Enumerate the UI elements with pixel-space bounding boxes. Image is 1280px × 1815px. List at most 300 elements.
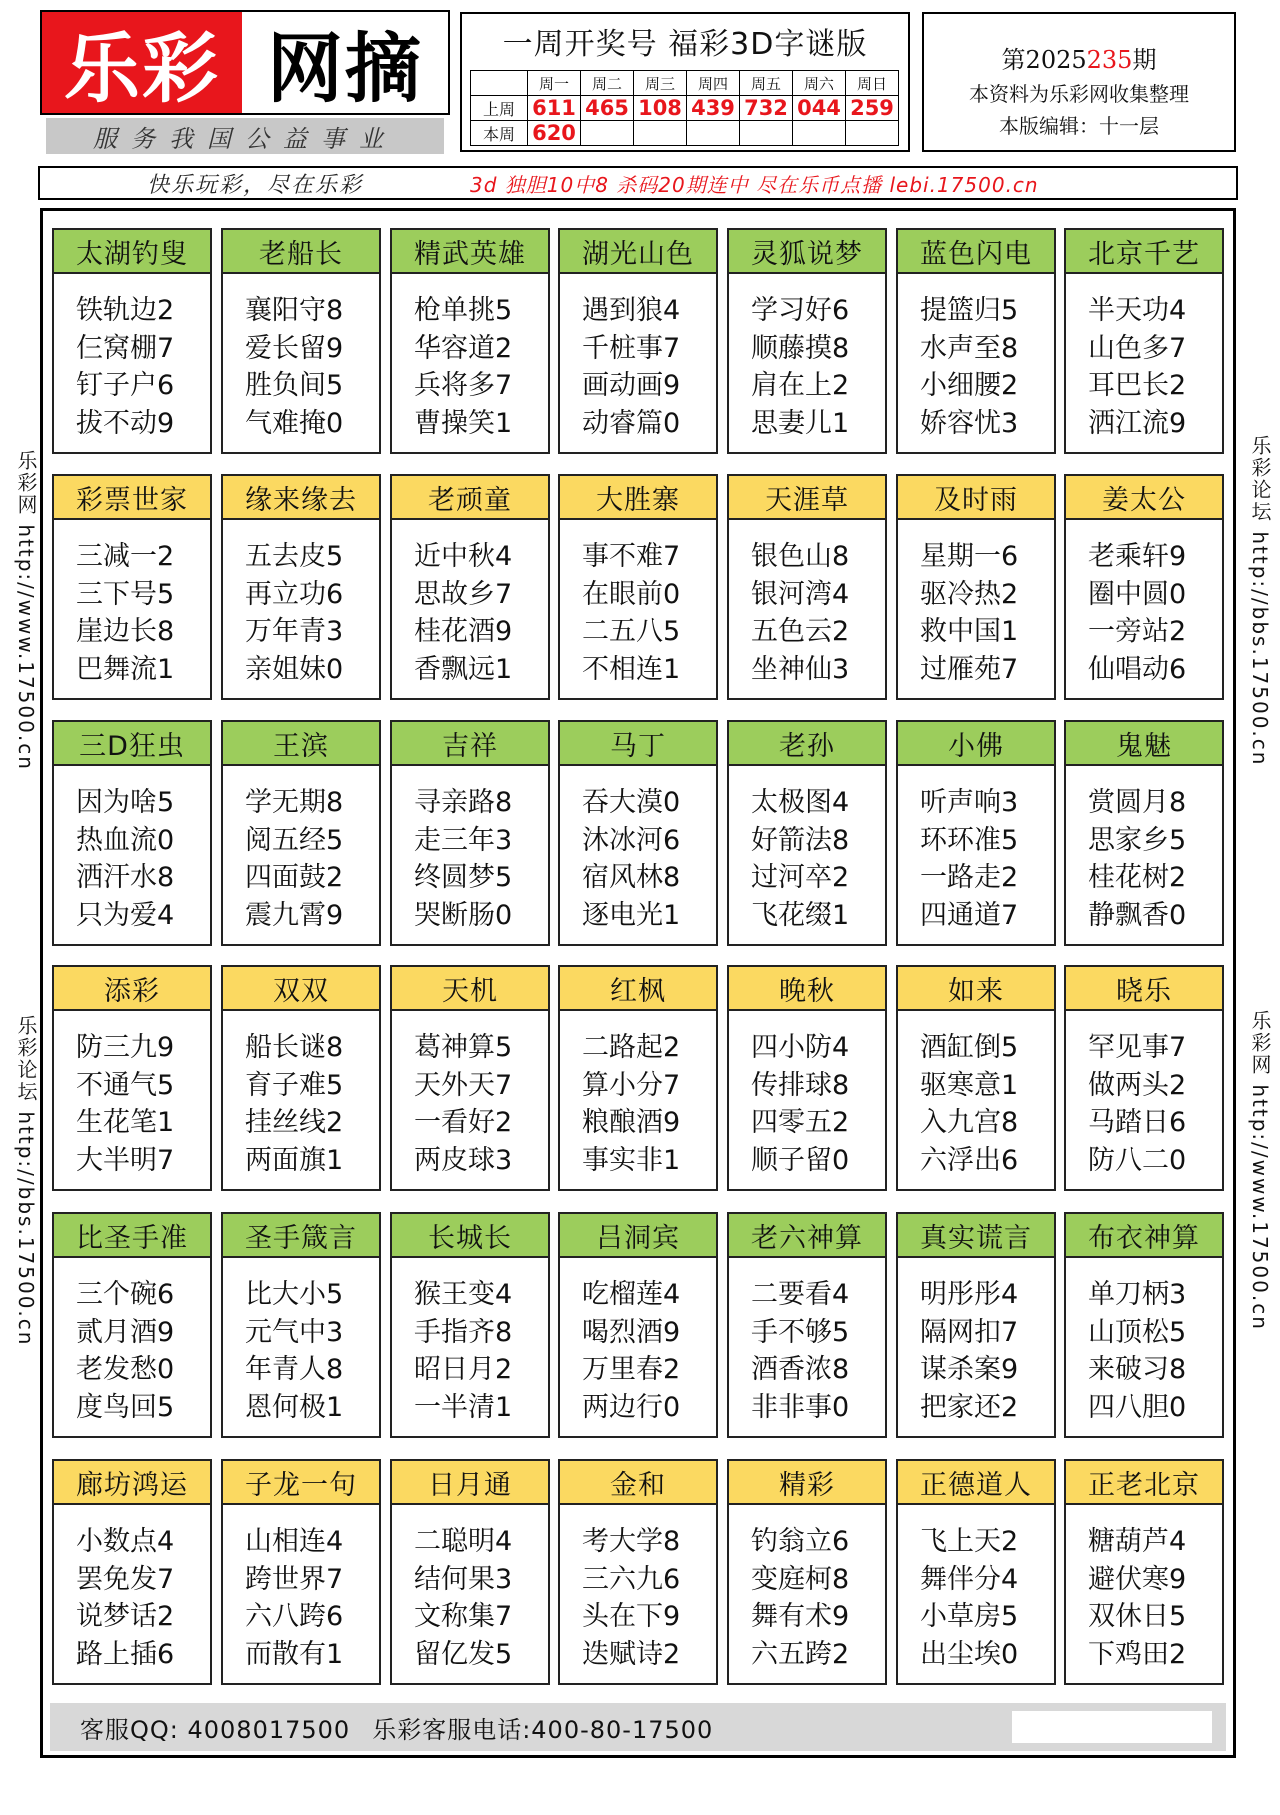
riddle-line: 比大小5 <box>245 1279 344 1310</box>
riddle-card <box>52 1459 212 1685</box>
riddle-card-author: 姜太公 <box>1066 476 1222 520</box>
riddle-line: 算小分7 <box>582 1069 681 1101</box>
this-week-number <box>581 121 634 146</box>
riddle-line: 跨世界7 <box>245 1563 344 1595</box>
riddle-line: 文称集7 <box>414 1601 513 1632</box>
riddle-line: 洒江流9 <box>1088 407 1187 439</box>
riddle-lines <box>223 1505 379 1673</box>
riddle-lines <box>392 1505 548 1673</box>
riddle-card-author: 大胜寨 <box>560 476 716 520</box>
last-week-number: 044 <box>793 96 846 121</box>
riddle-line: 谋杀案9 <box>920 1354 1019 1385</box>
riddle-line: 仙唱动6 <box>1088 653 1187 685</box>
riddle-line: 驱冷热2 <box>920 578 1019 610</box>
riddle-card-author: 鬼魅 <box>1066 722 1222 766</box>
riddle-lines <box>54 766 210 934</box>
riddle-line: 酒香浓8 <box>751 1354 850 1385</box>
riddle-line: 小细腰2 <box>920 370 1019 401</box>
riddle-card <box>390 228 550 454</box>
riddle-line: 听声响3 <box>920 787 1019 818</box>
riddle-line: 六五跨2 <box>751 1638 850 1670</box>
riddle-line: 耳巴长2 <box>1088 370 1187 401</box>
riddle-card <box>221 228 381 454</box>
riddle-line: 崖边长8 <box>76 616 175 647</box>
riddle-line: 山色多7 <box>1088 332 1187 364</box>
riddle-lines <box>54 520 210 688</box>
riddle-card <box>390 965 550 1191</box>
riddle-line: 二要看4 <box>751 1279 850 1310</box>
riddle-line: 思家乡5 <box>1088 824 1187 856</box>
riddle-lines <box>898 1505 1054 1673</box>
riddle-card <box>52 474 212 700</box>
riddle-line: 四零五2 <box>751 1107 850 1138</box>
riddle-card-author: 及时雨 <box>898 476 1054 520</box>
riddle-card-author: 吕洞宾 <box>560 1214 716 1258</box>
riddle-line: 六八跨6 <box>245 1601 344 1632</box>
riddle-lines <box>898 1011 1054 1179</box>
riddle-line: 小草房5 <box>920 1601 1019 1632</box>
riddle-line: 天外天7 <box>414 1069 513 1101</box>
riddle-card <box>1064 965 1224 1191</box>
issue-source: 本资料为乐彩网收集整理 <box>969 82 1189 106</box>
riddle-line: 钉子户6 <box>76 370 175 401</box>
riddle-line: 赏圆月8 <box>1088 787 1187 818</box>
riddle-card-author: 马丁 <box>560 722 716 766</box>
riddle-line: 只为爱4 <box>76 899 175 931</box>
logo-text-red: 乐彩 <box>42 12 242 113</box>
riddle-line: 喝烈酒9 <box>582 1316 681 1348</box>
riddle-line: 过雁苑7 <box>920 653 1019 685</box>
riddle-card-author: 金和 <box>560 1461 716 1505</box>
riddle-line: 事实非1 <box>582 1144 681 1176</box>
riddle-lines <box>729 274 885 442</box>
riddle-line: 下鸡田2 <box>1088 1638 1187 1670</box>
riddle-lines <box>54 274 210 442</box>
riddle-line: 老发愁0 <box>76 1354 175 1385</box>
riddle-line: 好箭法8 <box>751 824 850 856</box>
riddle-line: 舞有术9 <box>751 1601 850 1632</box>
riddle-card-author: 正德道人 <box>898 1461 1054 1505</box>
riddle-line: 元气中3 <box>245 1316 344 1348</box>
riddle-line: 舞伴分4 <box>920 1563 1019 1595</box>
riddle-line: 静飘香0 <box>1088 899 1187 931</box>
riddle-line: 路上插6 <box>76 1638 175 1670</box>
riddle-lines <box>560 1258 716 1426</box>
riddle-line: 星期一6 <box>920 541 1019 572</box>
riddle-line: 五色云2 <box>751 616 850 647</box>
banner-promo-link[interactable]: 3d 独胆10中8 杀码20期连中 尽在乐币点播 lebi.17500.cn <box>470 172 1039 197</box>
riddle-line: 三下号5 <box>76 578 175 610</box>
riddle-line: 猴王变4 <box>414 1279 513 1310</box>
riddle-card <box>896 1212 1056 1438</box>
day-header: 周五 <box>740 71 793 96</box>
riddle-card-author: 晓乐 <box>1066 967 1222 1011</box>
riddle-card-author: 晚秋 <box>729 967 885 1011</box>
riddle-line: 留亿发5 <box>414 1638 513 1670</box>
riddle-lines <box>898 520 1054 688</box>
riddle-line: 而散有1 <box>245 1638 344 1670</box>
riddle-line: 近中秋4 <box>414 541 513 572</box>
riddle-line: 香飘远1 <box>414 653 513 685</box>
riddle-line: 提篮归5 <box>920 295 1019 326</box>
riddle-card <box>221 965 381 1191</box>
banner-slogan: 快乐玩彩，尽在乐彩 <box>146 172 363 198</box>
riddle-line: 年青人8 <box>245 1354 344 1385</box>
riddle-line: 贰月酒9 <box>76 1316 175 1348</box>
this-week-label: 本周 <box>471 121 528 146</box>
riddle-line: 两面旗1 <box>245 1144 344 1176</box>
riddle-card-author: 精武英雄 <box>392 230 548 274</box>
riddle-line: 哭断肠0 <box>414 899 513 931</box>
riddle-lines <box>223 274 379 442</box>
riddle-line: 传排球8 <box>751 1069 850 1101</box>
riddle-card <box>221 1212 381 1438</box>
riddle-line: 非非事0 <box>751 1391 850 1423</box>
riddle-card <box>52 720 212 946</box>
riddle-lines <box>729 766 885 934</box>
day-header: 周二 <box>581 71 634 96</box>
riddle-line: 双休日5 <box>1088 1601 1187 1632</box>
riddle-card <box>52 1212 212 1438</box>
riddle-line: 学习好6 <box>751 295 850 326</box>
riddle-line: 入九宫8 <box>920 1107 1019 1138</box>
riddle-lines <box>392 274 548 442</box>
riddle-card <box>1064 1459 1224 1685</box>
riddle-line: 钓翁立6 <box>751 1526 850 1557</box>
riddle-line: 六浮出6 <box>920 1144 1019 1176</box>
riddle-line: 兵将多7 <box>414 370 513 401</box>
riddle-lines <box>560 274 716 442</box>
riddle-card <box>896 1459 1056 1685</box>
riddle-card-author: 布衣神算 <box>1066 1214 1222 1258</box>
riddle-line: 半天功4 <box>1088 295 1187 326</box>
footer-phone: 乐彩客服电话:400-80-17500 <box>372 1715 714 1744</box>
riddle-line: 说梦话2 <box>76 1601 175 1632</box>
riddle-card <box>727 1459 887 1685</box>
riddle-card-author: 长城长 <box>392 1214 548 1258</box>
riddle-line: 防八二0 <box>1088 1144 1187 1176</box>
logo-text-white: 网摘 <box>242 12 448 113</box>
riddle-line: 手不够5 <box>751 1316 850 1348</box>
riddle-card <box>727 720 887 946</box>
riddle-lines <box>729 520 885 688</box>
riddle-line: 生花笔1 <box>76 1107 175 1138</box>
riddle-line: 育子难5 <box>245 1069 344 1101</box>
riddle-line: 枪单挑5 <box>414 295 513 326</box>
riddle-card-author: 老船长 <box>223 230 379 274</box>
riddle-card <box>896 720 1056 946</box>
riddle-line: 思故乡7 <box>414 578 513 610</box>
riddle-line: 老乘轩9 <box>1088 541 1187 572</box>
riddle-line: 不通气5 <box>76 1069 175 1101</box>
riddle-line: 再立功6 <box>245 578 344 610</box>
footer-blank-box <box>1012 1711 1212 1743</box>
draw-table <box>470 70 899 146</box>
riddle-line: 华容道2 <box>414 332 513 364</box>
riddle-card <box>558 720 718 946</box>
riddle-line: 考大学8 <box>582 1526 681 1557</box>
riddle-lines <box>54 1258 210 1426</box>
riddle-line: 避伏寒9 <box>1088 1563 1187 1595</box>
footer-qq: 客服QQ: 4008017500 <box>80 1715 351 1744</box>
issue-number: 235 <box>1086 46 1133 74</box>
riddle-card-author: 太湖钓叟 <box>54 230 210 274</box>
riddle-line: 酒缸倒5 <box>920 1032 1019 1063</box>
riddle-line: 热血流0 <box>76 824 175 856</box>
riddle-line: 恩何极1 <box>245 1391 344 1423</box>
riddle-card-author: 真实谎言 <box>898 1214 1054 1258</box>
riddle-line: 昭日月2 <box>414 1354 513 1385</box>
riddle-line: 船长谜8 <box>245 1032 344 1063</box>
side-link-right-top[interactable]: 乐彩论坛 http://bbs.17500.cn <box>1248 435 1272 767</box>
riddle-line: 在眼前0 <box>582 578 681 610</box>
riddle-line: 两边行0 <box>582 1391 681 1423</box>
riddle-line: 圈中圆0 <box>1088 578 1187 610</box>
this-week-number <box>740 121 793 146</box>
riddle-line: 吃榴莲4 <box>582 1279 681 1310</box>
slogan: 服务我国公益事业 <box>46 118 444 154</box>
riddle-card-author: 添彩 <box>54 967 210 1011</box>
riddle-line: 大半明7 <box>76 1144 175 1176</box>
riddle-card <box>558 1459 718 1685</box>
riddle-card-author: 比圣手准 <box>54 1214 210 1258</box>
this-week-number <box>634 121 687 146</box>
riddle-lines <box>223 520 379 688</box>
riddle-lines <box>392 1011 548 1179</box>
riddle-line: 过河卒2 <box>751 862 850 893</box>
riddle-line: 变庭柯8 <box>751 1563 850 1595</box>
riddle-card <box>727 228 887 454</box>
riddle-card-author: 彩票世家 <box>54 476 210 520</box>
riddle-line: 三个碗6 <box>76 1279 175 1310</box>
riddle-line: 娇容忧3 <box>920 407 1019 439</box>
riddle-line: 驱寒意1 <box>920 1069 1019 1101</box>
this-week-number: 620 <box>528 121 581 146</box>
riddle-card-author: 双双 <box>223 967 379 1011</box>
riddle-card <box>558 228 718 454</box>
riddle-line: 思妻儿1 <box>751 407 850 439</box>
riddle-line: 飞上天2 <box>920 1526 1019 1557</box>
riddle-line: 亲姐妹0 <box>245 653 344 685</box>
riddle-line: 巴舞流1 <box>76 653 175 685</box>
riddle-card-author: 天机 <box>392 967 548 1011</box>
riddle-card-author: 吉祥 <box>392 722 548 766</box>
riddle-lines <box>1066 1505 1222 1673</box>
riddle-line: 迭赋诗2 <box>582 1638 681 1670</box>
riddle-lines <box>898 1258 1054 1426</box>
riddle-line: 动睿篇0 <box>582 407 681 439</box>
riddle-line: 四小防4 <box>751 1032 850 1063</box>
riddle-line: 粮酿酒9 <box>582 1107 681 1138</box>
day-header: 周日 <box>846 71 899 96</box>
riddle-line: 桂花酒9 <box>414 616 513 647</box>
riddle-card <box>1064 228 1224 454</box>
riddle-line: 万年青3 <box>245 616 344 647</box>
day-header: 周四 <box>687 71 740 96</box>
riddle-lines <box>54 1011 210 1179</box>
footer-contact <box>50 1703 1226 1751</box>
riddle-line: 曹操笑1 <box>414 407 513 439</box>
this-week-number <box>687 121 740 146</box>
riddle-line: 二聪明4 <box>414 1526 513 1557</box>
riddle-card-author: 三D狂虫 <box>54 722 210 766</box>
riddle-card <box>727 474 887 700</box>
riddle-card-author: 圣手箴言 <box>223 1214 379 1258</box>
riddle-line: 银河湾4 <box>751 578 850 610</box>
riddle-line: 桂花树2 <box>1088 862 1187 893</box>
riddle-line: 来破习8 <box>1088 1354 1187 1385</box>
riddle-card-author: 北京千艺 <box>1066 230 1222 274</box>
riddle-card-author: 正老北京 <box>1066 1461 1222 1505</box>
issue-title: 第2025235期 <box>1001 46 1157 74</box>
riddle-line: 四八胆0 <box>1088 1391 1187 1423</box>
riddle-line: 不相连1 <box>582 653 681 685</box>
riddle-card <box>390 474 550 700</box>
riddle-line: 糖葫芦4 <box>1088 1526 1187 1557</box>
riddle-line: 环环准5 <box>920 824 1019 856</box>
riddle-lines <box>223 1011 379 1179</box>
riddle-line: 一旁站2 <box>1088 616 1187 647</box>
riddle-line: 寻亲路8 <box>414 787 513 818</box>
riddle-line: 五去皮5 <box>245 541 344 572</box>
riddle-line: 马踏日6 <box>1088 1107 1187 1138</box>
side-link-left-top[interactable]: 乐彩网 http://www.17500.cn <box>14 450 38 771</box>
day-header: 周六 <box>793 71 846 96</box>
riddle-line: 银色山8 <box>751 541 850 572</box>
riddle-card-author: 天涯草 <box>729 476 885 520</box>
riddle-lines <box>560 1011 716 1179</box>
site-logo <box>40 10 450 155</box>
riddle-lines <box>898 274 1054 442</box>
riddle-line: 隔网扣7 <box>920 1316 1019 1348</box>
side-link-left-bottom[interactable]: 乐彩论坛 http://bbs.17500.cn <box>14 1015 38 1347</box>
riddle-lines <box>560 520 716 688</box>
last-week-number: 465 <box>581 96 634 121</box>
riddle-lines <box>1066 1258 1222 1426</box>
riddle-lines <box>223 1258 379 1426</box>
riddle-card <box>896 474 1056 700</box>
riddle-line: 终圆梦5 <box>414 862 513 893</box>
riddle-card <box>1064 474 1224 700</box>
riddle-card <box>390 1459 550 1685</box>
riddle-card-author: 精彩 <box>729 1461 885 1505</box>
riddle-line: 画动画9 <box>582 370 681 401</box>
last-week-number: 732 <box>740 96 793 121</box>
riddle-line: 沐冰河6 <box>582 824 681 856</box>
riddle-lines <box>729 1258 885 1426</box>
riddle-line: 四通道7 <box>920 899 1019 931</box>
riddle-lines <box>1066 766 1222 934</box>
riddle-lines <box>392 520 548 688</box>
riddle-lines <box>1066 274 1222 442</box>
riddle-line: 胜负间5 <box>245 370 344 401</box>
side-link-right-bottom[interactable]: 乐彩网 http://www.17500.cn <box>1248 1010 1272 1331</box>
riddle-line: 千桩事7 <box>582 332 681 364</box>
riddle-card-author: 小佛 <box>898 722 1054 766</box>
riddle-line: 事不难7 <box>582 541 681 572</box>
last-week-label: 上周 <box>471 96 528 121</box>
riddle-line: 仨窝棚7 <box>76 332 175 364</box>
riddle-line: 防三九9 <box>76 1032 175 1063</box>
riddle-line: 拔不动9 <box>76 407 175 439</box>
riddle-card-author: 灵狐说梦 <box>729 230 885 274</box>
riddle-line: 三减一2 <box>76 541 175 572</box>
riddle-card-author: 老孙 <box>729 722 885 766</box>
riddle-lines <box>560 1505 716 1673</box>
riddle-line: 宿风林8 <box>582 862 681 893</box>
riddle-lines <box>729 1505 885 1673</box>
riddle-line: 葛神算5 <box>414 1032 513 1063</box>
riddle-line: 一看好2 <box>414 1107 513 1138</box>
riddle-line: 走三年3 <box>414 824 513 856</box>
riddle-line: 度鸟回5 <box>76 1391 175 1423</box>
riddle-line: 结何果3 <box>414 1563 513 1595</box>
riddle-line: 万里春2 <box>582 1354 681 1385</box>
riddle-card <box>221 720 381 946</box>
riddle-line: 救中国1 <box>920 616 1019 647</box>
riddle-card <box>727 965 887 1191</box>
riddle-card <box>52 965 212 1191</box>
riddle-line: 明彤彤4 <box>920 1279 1019 1310</box>
riddle-lines <box>223 766 379 934</box>
riddle-line: 震九霄9 <box>245 899 344 931</box>
riddle-card <box>390 720 550 946</box>
riddle-card <box>558 474 718 700</box>
riddle-line: 手指齐8 <box>414 1316 513 1348</box>
riddle-line: 坐神仙3 <box>751 653 850 685</box>
riddle-card-author: 湖光山色 <box>560 230 716 274</box>
riddle-line: 山顶松5 <box>1088 1316 1187 1348</box>
promo-banner <box>38 166 1238 200</box>
draw-title: 一周开奖号 福彩3D字谜版 <box>502 27 868 62</box>
riddle-card <box>221 1459 381 1685</box>
riddle-line: 罢免发7 <box>76 1563 175 1595</box>
riddle-card <box>221 474 381 700</box>
day-header: 周三 <box>634 71 687 96</box>
riddle-line: 山相连4 <box>245 1526 344 1557</box>
riddle-line: 飞花缀1 <box>751 899 850 931</box>
riddle-line: 二路起2 <box>582 1032 681 1063</box>
riddle-line: 阅五经5 <box>245 824 344 856</box>
riddle-line: 挂丝线2 <box>245 1107 344 1138</box>
riddle-line: 学无期8 <box>245 787 344 818</box>
last-week-number: 611 <box>528 96 581 121</box>
riddle-line: 一路走2 <box>920 862 1019 893</box>
day-header: 周一 <box>528 71 581 96</box>
riddle-lines <box>392 1258 548 1426</box>
riddle-card <box>558 1212 718 1438</box>
riddle-line: 洒汗水8 <box>76 862 175 893</box>
riddle-card <box>52 228 212 454</box>
riddle-line: 肩在上2 <box>751 370 850 401</box>
riddle-line: 头在下9 <box>582 1601 681 1632</box>
riddle-line: 顺子留0 <box>751 1144 850 1176</box>
issue-editor: 本版编辑：十一层 <box>999 114 1159 138</box>
riddle-card <box>896 965 1056 1191</box>
riddle-line: 把家还2 <box>920 1391 1019 1423</box>
riddle-lines <box>560 766 716 934</box>
riddle-card-author: 日月通 <box>392 1461 548 1505</box>
riddle-line: 因为啥5 <box>76 787 175 818</box>
riddle-card <box>558 965 718 1191</box>
this-week-number <box>846 121 899 146</box>
last-week-number: 259 <box>846 96 899 121</box>
last-week-number: 439 <box>687 96 740 121</box>
weekly-draw-panel <box>460 12 910 152</box>
riddle-line: 铁轨边2 <box>76 295 175 326</box>
this-week-number <box>793 121 846 146</box>
riddle-card-author: 红枫 <box>560 967 716 1011</box>
